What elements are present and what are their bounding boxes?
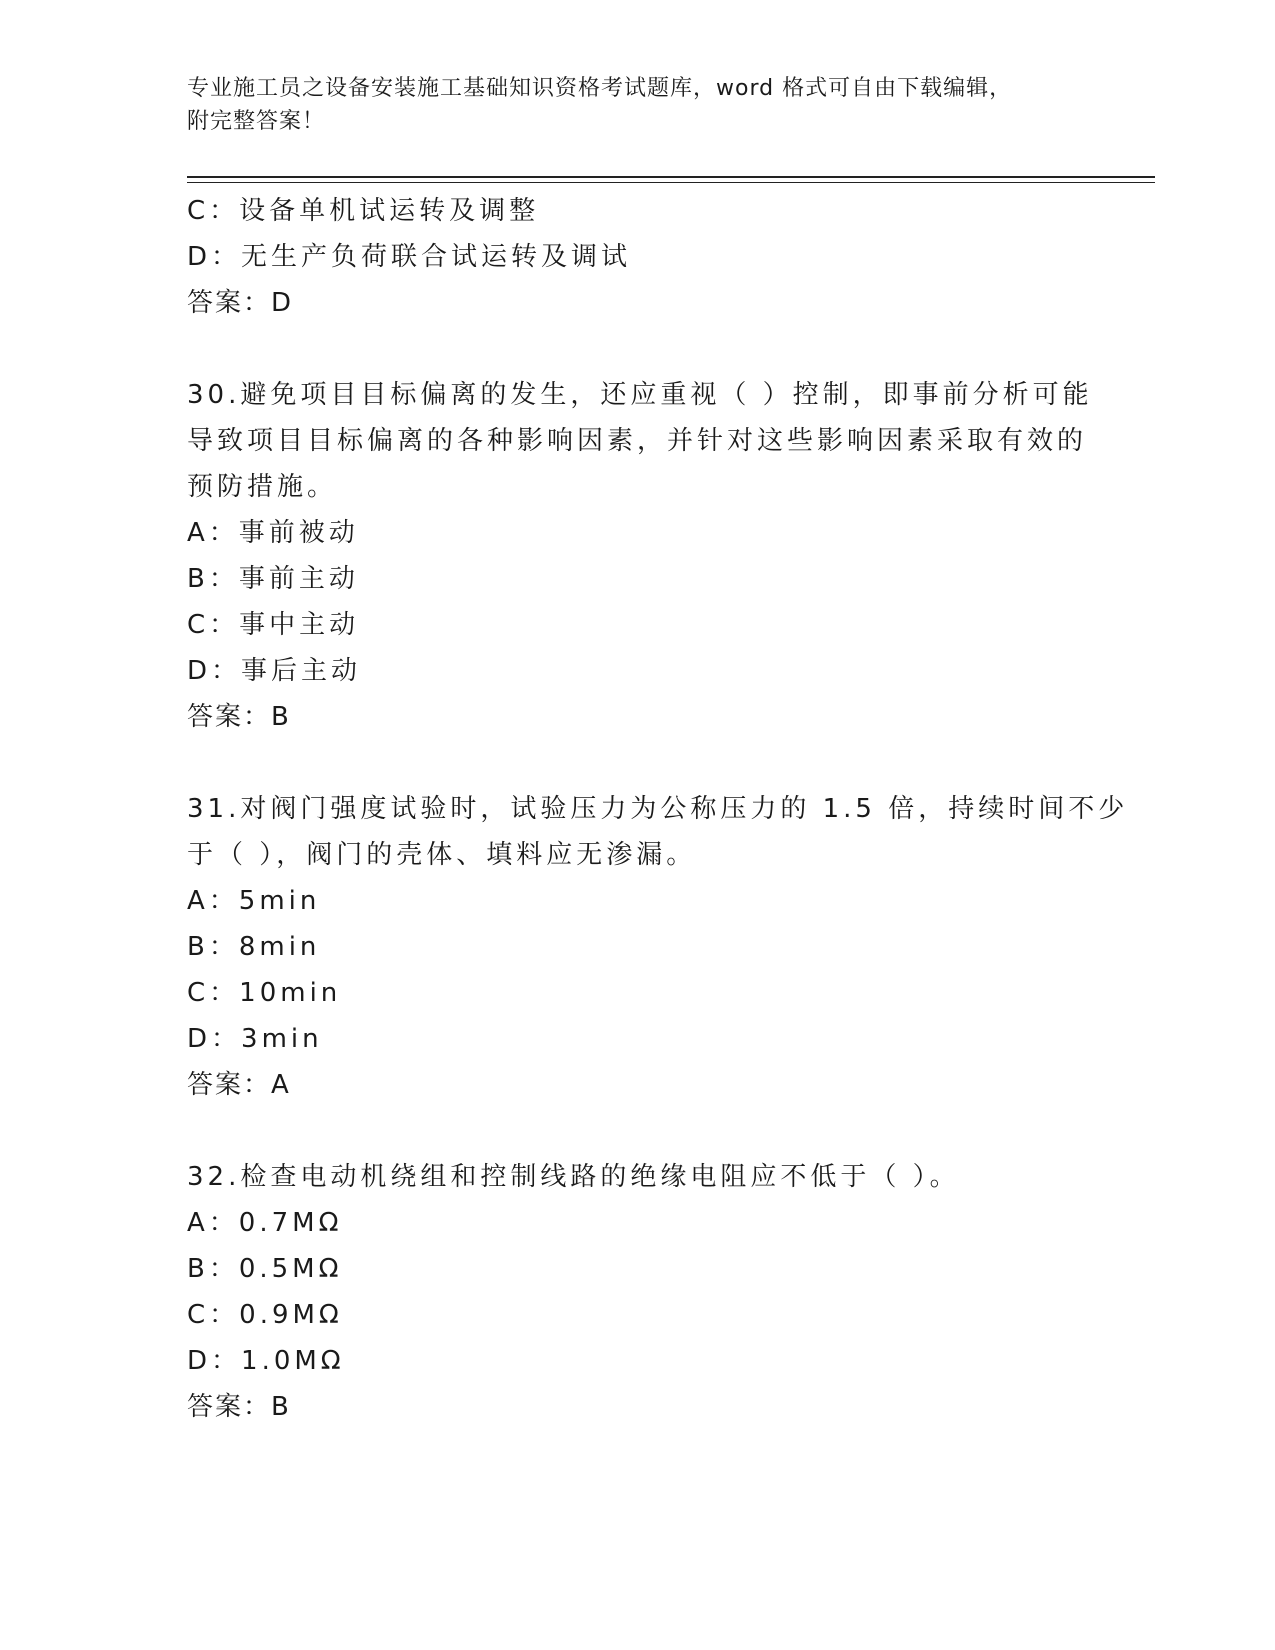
option-c: C：0.9MΩ <box>187 1300 343 1330</box>
option-c: C：事中主动 <box>187 610 360 640</box>
spacer <box>187 1108 1087 1154</box>
question-text-line: 31.对阀门强度试验时，试验压力为公称压力的 1.5 倍，持续时间不少 <box>187 794 1129 824</box>
option-a: A：0.7MΩ <box>187 1208 343 1238</box>
question-32 <box>187 1154 1087 1430</box>
header-line-1: 专业施工员之设备安装施工基础知识资格考试题库，word 格式可自由下载编辑， <box>187 76 1013 101</box>
option-d: D：3min <box>187 1024 323 1054</box>
question-text-line: 30.避免项目目标偏离的发生，还应重视（ ）控制，即事前分析可能 <box>187 380 1093 410</box>
option-b: B：0.5MΩ <box>187 1254 343 1284</box>
option-d: D：无生产负荷联合试运转及调试 <box>187 242 632 272</box>
answer-line: 答案：B <box>187 702 291 732</box>
question-content <box>187 188 1129 1430</box>
header-divider-thick <box>187 176 1155 178</box>
answer-line: 答案：A <box>187 1070 291 1100</box>
option-d: D：事后主动 <box>187 656 362 686</box>
option-c: C：10min <box>187 978 342 1008</box>
continued-question <box>187 188 1087 326</box>
answer-line: 答案：B <box>187 1392 291 1422</box>
spacer <box>187 326 1087 372</box>
header-line-2: 附完整答案！ <box>187 109 326 134</box>
option-b: B：事前主动 <box>187 564 359 594</box>
option-a: A：5min <box>187 886 321 916</box>
question-31 <box>187 786 1129 1108</box>
option-d: D：1.0MΩ <box>187 1346 345 1376</box>
spacer <box>187 740 1087 786</box>
question-30 <box>187 372 1093 740</box>
header-divider-thin <box>187 182 1155 183</box>
option-c: C：设备单机试运转及调整 <box>187 196 540 226</box>
question-text-line: 导致项目目标偏离的各种影响因素，并针对这些影响因素采取有效的 <box>187 426 1088 456</box>
option-b: B：8min <box>187 932 321 962</box>
question-text-line: 32.检查电动机绕组和控制线路的绝缘电阻应不低于（ ）。 <box>187 1162 960 1192</box>
option-a: A：事前被动 <box>187 518 359 548</box>
question-text-line: 于（ ），阀门的壳体、填料应无渗漏。 <box>187 840 697 870</box>
answer-line: 答案：D <box>187 288 294 318</box>
question-text-line: 预防措施。 <box>187 472 338 502</box>
document-header <box>187 72 1067 138</box>
